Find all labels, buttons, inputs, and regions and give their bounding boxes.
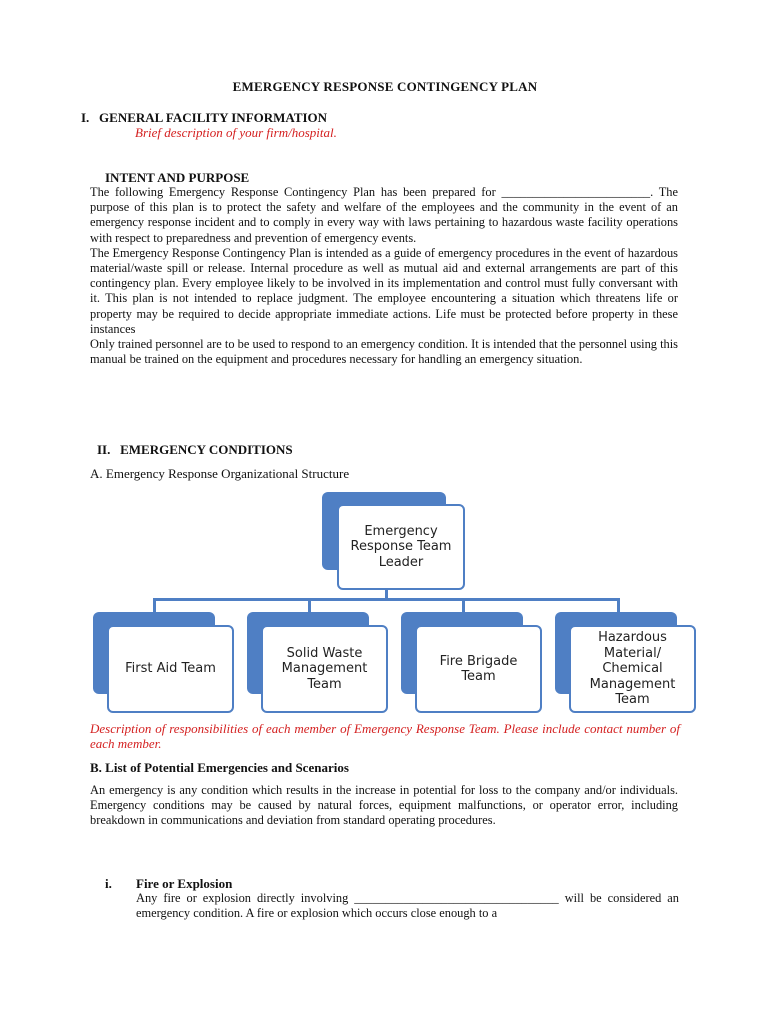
responsibilities-note: Description of responsibilities of each member of Emergency Response Team. Please include contact number of each member. [90,721,680,752]
intent-heading: INTENT AND PURPOSE [105,170,250,185]
fire-brigade-team-box [415,625,542,713]
team-label: Solid Waste Management Team [281,645,368,692]
item-i-heading: Fire or Explosion [136,876,233,891]
team-label: First Aid Team [125,661,216,677]
sub-b-heading: B. List of Potential Emergencies and Scenarios [90,760,349,775]
solid-waste-team-box [261,625,388,713]
intent-paragraph-1: The following Emergency Response Contingency Plan has been prepared for ________________________. The purpose of this plan is to protect the safety and welfare of the employees and the community in the event of an emergency response incident and to comply in every way with laws pertaining to hazardous waste facility operations with respect to preparedness and prevention of emergency events. [90,185,678,245]
intent-body [90,185,678,367]
section-2-sub-a: A. Emergency Response Organizational Structure [90,466,350,481]
intent-paragraph-3: Only trained personnel are to be used to respond to an emergency condition. It is intended that the personnel using this manual be trained on the equipment and procedures necessary for handling an emergency situation. [90,337,678,367]
section-1-subtitle: Brief description of your firm/hospital. [135,125,337,140]
sub-b-paragraph: An emergency is any condition which results in the increase in potential for loss to the company and/or individuals. Emergency conditions may be caused by natural forces, equipment malfunctions, or operator error, including breakdown in communications and deviation from standard operating procedures. [90,783,678,828]
section-1-heading: I. GENERAL FACILITY INFORMATION [81,110,328,125]
intent-paragraph-2: The Emergency Response Contingency Plan is intended as a guide of emergency procedures in the event of hazardous material/waste spill or release. Internal procedure as well as mutual aid and external arrangements are part of this contingency plan. Every employee likely to be involved in its implementation and control must fully conversant with it. This plan is not intended to replace judgment. The employee encountering a situation which threatens life or property may be required to decide appropriate immediate actions. Life must be protected before property in these instances [90,245,678,336]
org-chart [90,490,700,715]
item-i-number: i. [105,876,112,891]
team-label: Hazardous Material/ Chemical Management Team [589,630,676,708]
item-i-text: Any fire or explosion directly involving _________________________________ will be considered an emergency condition. A fire or explosion which occurs close enough to a [136,891,679,921]
team-leader-box [337,504,465,590]
connector-horizontal [153,598,619,601]
team-leader-label: Emergency Response Team Leader [350,523,452,570]
section-2-heading: II. EMERGENCY CONDITIONS [97,442,293,457]
team-label: Fire Brigade Team [439,653,518,684]
hazmat-team-box [569,625,696,713]
document-title: EMERGENCY RESPONSE CONTINGENCY PLAN [232,79,538,94]
first-aid-team-box [107,625,234,713]
